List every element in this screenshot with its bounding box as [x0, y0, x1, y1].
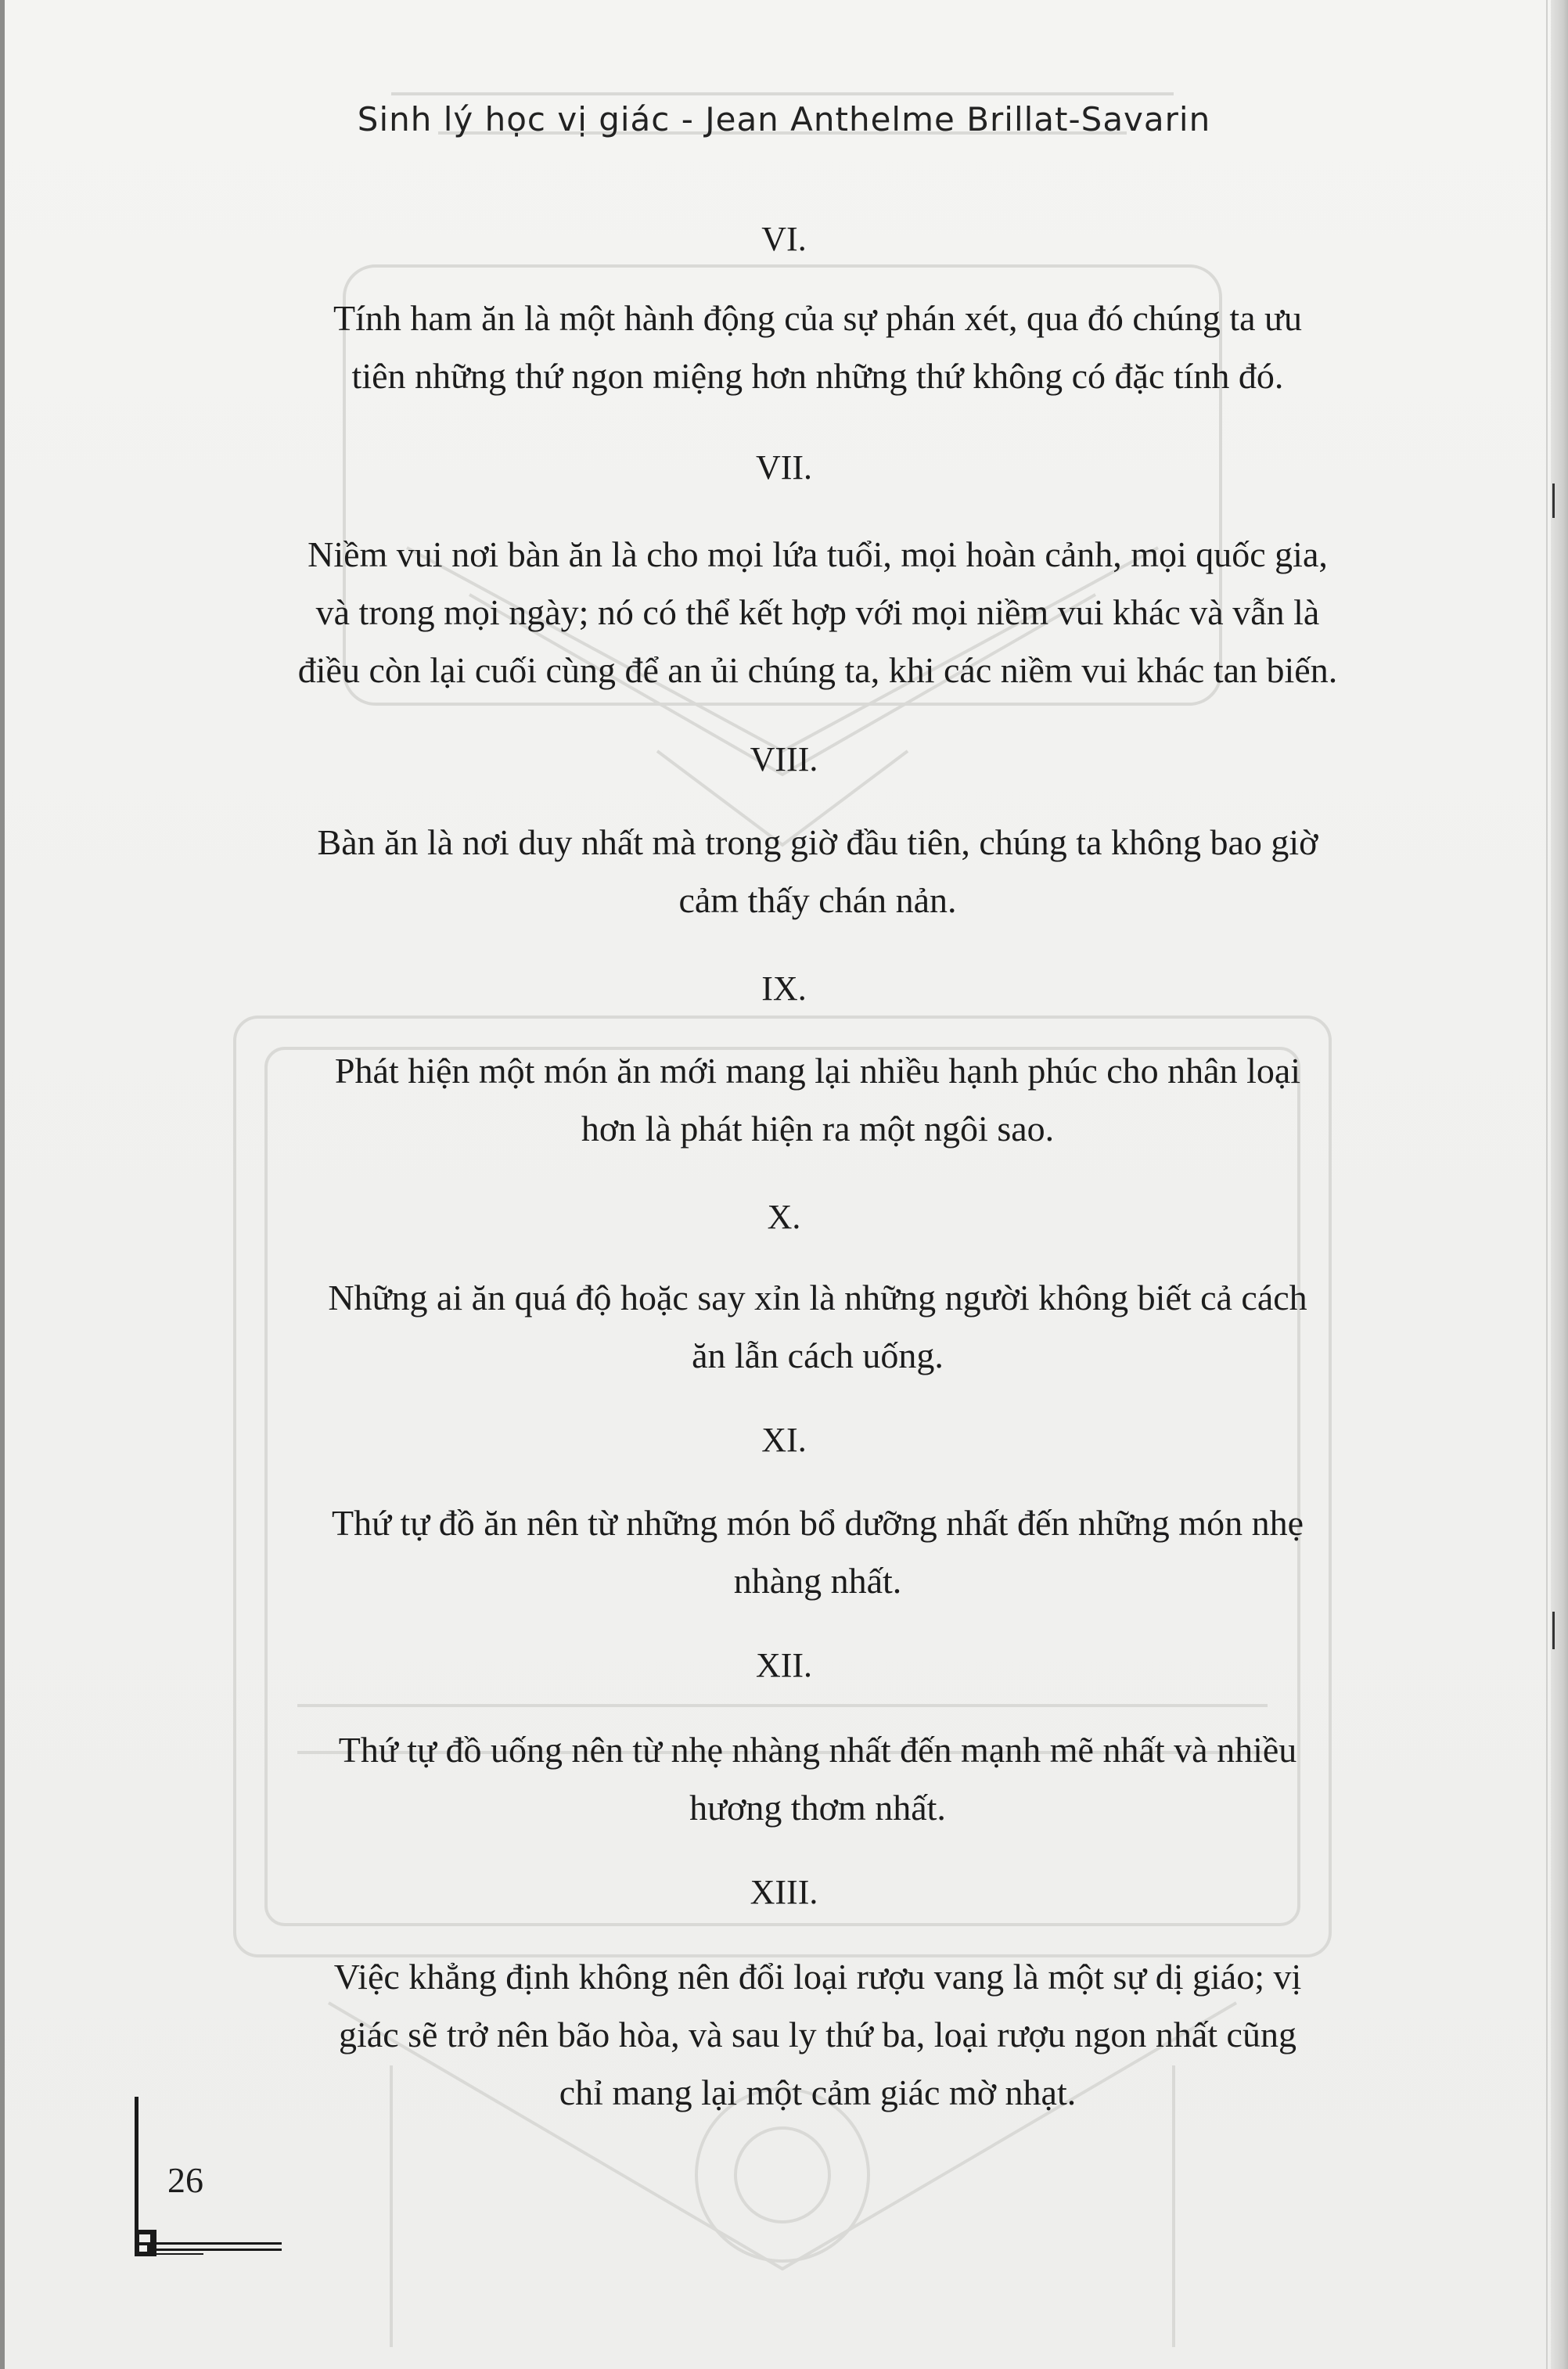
aphorism-numeral: XI.: [761, 1421, 807, 1459]
aphorism-text: [235, 1042, 1401, 1158]
page-corner-ornament: [125, 2097, 282, 2269]
running-header: Sinh lý học vị giác - Jean Anthelme Brillat-Savarin: [357, 100, 1211, 138]
aphorism-text: [235, 1948, 1401, 2122]
aphorism-numeral: VI.: [761, 220, 807, 258]
text-line: cảm thấy chán nản.: [678, 880, 957, 920]
margin-mark: [1552, 484, 1555, 518]
aphorism-text: [235, 526, 1401, 699]
text-line: Niềm vui nơi bàn ăn là cho mọi lứa tuổi, mọi hoàn cảnh, mọi quốc gia,: [307, 534, 1328, 574]
text-line: ăn lẫn cách uống.: [692, 1335, 944, 1375]
aphorism-numeral: XIII.: [750, 1873, 818, 1911]
margin-mark: [1552, 1612, 1555, 1649]
aphorism-numeral: XII.: [755, 1646, 813, 1684]
text-line: và trong mọi ngày; nó có thể kết hợp với mọi niềm vui khác và vẫn là: [315, 592, 1320, 632]
aphorism-text: [235, 1269, 1401, 1385]
text-line: Tính ham ăn là một hành động của sự phán xét, qua đó chúng ta ưu: [333, 298, 1302, 338]
text-line: giác sẽ trở nên bão hòa, và sau ly thứ ba, loại rượu ngon nhất cũng: [339, 2015, 1296, 2054]
aphorism-text: [235, 1721, 1401, 1837]
text-line: Thứ tự đồ uống nên từ nhẹ nhàng nhất đến mạnh mẽ nhất và nhiều: [338, 1730, 1297, 1770]
text-line: hương thơm nhất.: [689, 1788, 946, 1828]
text-line: tiên những thứ ngon miệng hơn những thứ không có đặc tính đó.: [351, 356, 1284, 396]
aphorism-numeral: VII.: [755, 448, 813, 487]
text-line: Bàn ăn là nơi duy nhất mà trong giờ đầu tiên, chúng ta không bao giờ: [317, 822, 1318, 862]
text-line: chỉ mang lại một cảm giác mờ nhạt.: [559, 2072, 1077, 2112]
text-line: Phát hiện một món ăn mới mang lại nhiều hạnh phúc cho nhân loại: [334, 1051, 1301, 1091]
text-line: Thứ tự đồ ăn nên từ những món bổ dưỡng nhất đến những món nhẹ: [332, 1503, 1304, 1543]
text-line: điều còn lại cuối cùng để an ủi chúng ta, khi các niềm vui khác tan biến.: [297, 650, 1338, 690]
aphorism-text: [235, 1494, 1401, 1610]
text-line: Những ai ăn quá độ hoặc say xỉn là những người không biết cả cách: [328, 1278, 1307, 1318]
text-line: Việc khẳng định không nên đổi loại rượu vang là một sự dị giáo; vị: [333, 1957, 1302, 1997]
aphorism-numeral: IX.: [761, 969, 807, 1008]
page-number: 26: [167, 2160, 203, 2200]
aphorism-numeral: X.: [767, 1198, 801, 1236]
text-line: hơn là phát hiện ra một ngôi sao.: [581, 1109, 1055, 1149]
text-line: nhàng nhất.: [733, 1561, 902, 1601]
aphorism-numeral: VIII.: [750, 740, 818, 778]
aphorism-text: [235, 289, 1401, 405]
aphorism-text: [235, 814, 1401, 929]
